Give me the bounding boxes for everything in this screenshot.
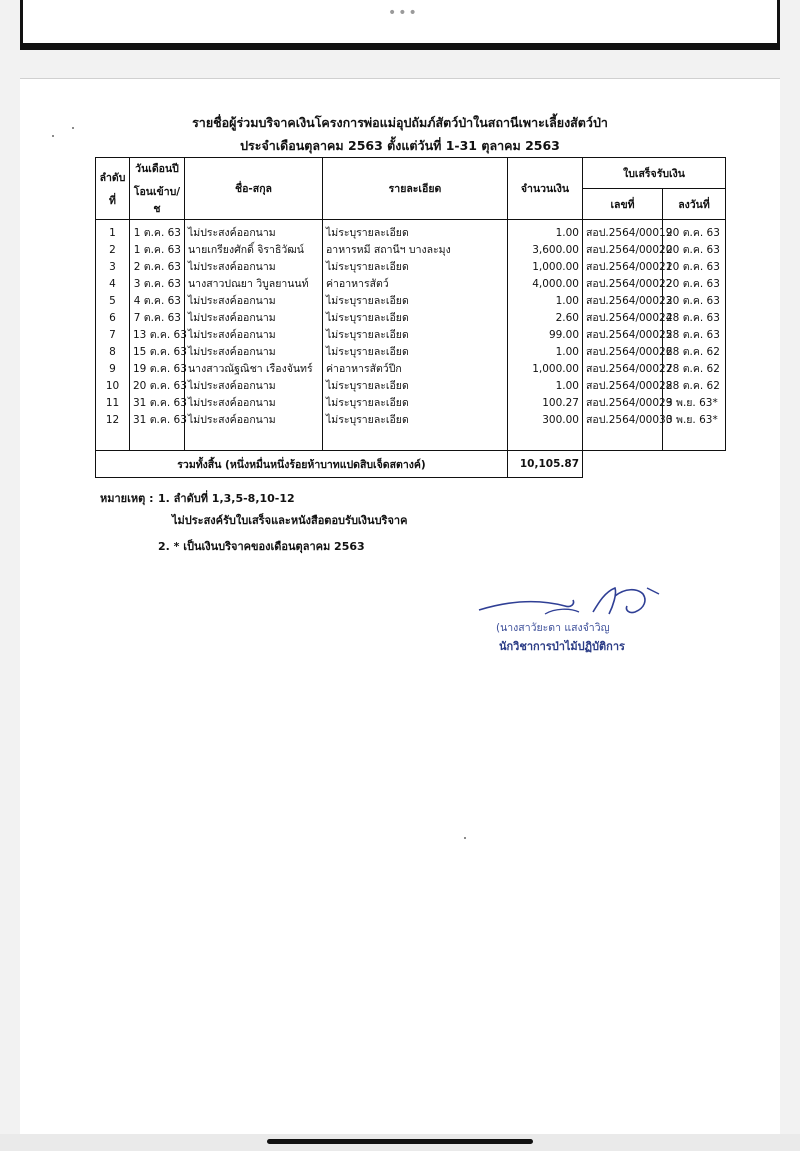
row-name: ไม่ประสงค์ออกนาม — [185, 292, 323, 309]
row-name: ไม่ประสงค์ออกนาม — [185, 411, 323, 428]
scan-speck — [464, 837, 466, 839]
header-receipt-date: ลงวันที่ — [663, 189, 726, 220]
table-row — [96, 411, 726, 428]
row-detail: อาหารหมี สถานีฯ บางละมุง — [323, 241, 508, 258]
row-no: 7 — [96, 326, 130, 343]
row-detail: ไม่ระบุรายละเอียด — [323, 258, 508, 275]
table-row — [96, 241, 726, 258]
row-name: นางสาวปณยา วิบูลยานนท์ — [185, 275, 323, 292]
row-amount: 99.00 — [508, 326, 583, 343]
row-receipt-date: 20 ต.ค. 63 — [663, 292, 726, 309]
header-receipt-no: เลขที่ — [583, 189, 663, 220]
row-no: 5 — [96, 292, 130, 309]
row-no: 8 — [96, 343, 130, 360]
row-detail: ไม่ระบุรายละเอียด — [323, 343, 508, 360]
row-date: 15 ต.ค. 63 — [130, 343, 185, 360]
row-receipt-no: สอป.2564/00025 — [583, 326, 663, 343]
header-receipt: ใบเสร็จรับเงิน — [583, 158, 726, 189]
row-date: 2 ต.ค. 63 — [130, 258, 185, 275]
spacer-cell — [323, 428, 508, 451]
more-options-icon[interactable]: ••• — [388, 5, 419, 21]
table-row — [96, 309, 726, 326]
row-name: ไม่ประสงค์ออกนาม — [185, 326, 323, 343]
header-name: ชื่อ-สกุล — [185, 158, 323, 220]
header-detail: รายละเอียด — [323, 158, 508, 220]
signatory-name: (นางสาวัยะดา แสงจำวิญ — [496, 622, 610, 634]
row-date: 31 ต.ค. 63 — [130, 394, 185, 411]
row-name: นายเกรียงศักดิ์ จิราธิวัฒน์ — [185, 241, 323, 258]
row-receipt-date: 28 ต.ค. 62 — [663, 377, 726, 394]
row-receipt-no: สอป.2564/00024 — [583, 309, 663, 326]
row-receipt-no: สอป.2564/00023 — [583, 292, 663, 309]
row-no: 10 — [96, 377, 130, 394]
table-row — [96, 292, 726, 309]
table-row — [96, 377, 726, 394]
row-amount: 4,000.00 — [508, 275, 583, 292]
header-no: ลำดับ ที่ — [96, 158, 130, 220]
row-detail: ค่าอาหารสัตว์ — [323, 275, 508, 292]
row-date: 19 ต.ค. 63 — [130, 360, 185, 377]
row-receipt-no: สอป.2564/00019 — [583, 220, 663, 242]
row-date: 1 ต.ค. 63 — [130, 241, 185, 258]
row-receipt-date: 3 พ.ย. 63* — [663, 394, 726, 411]
table-row — [96, 394, 726, 411]
row-name: ไม่ประสงค์ออกนาม — [185, 309, 323, 326]
total-amount: 10,105.87 — [508, 451, 583, 478]
row-no: 4 — [96, 275, 130, 292]
row-receipt-date: 20 ต.ค. 63 — [663, 275, 726, 292]
row-receipt-no: สอป.2564/00026 — [583, 343, 663, 360]
spacer-cell — [508, 428, 583, 451]
row-amount: 1,000.00 — [508, 258, 583, 275]
row-date: 4 ต.ค. 63 — [130, 292, 185, 309]
row-detail: ไม่ระบุรายละเอียด — [323, 377, 508, 394]
header-date: วันเดือนปี โอนเข้าบ/ช — [130, 158, 185, 220]
table-spacer-row — [96, 428, 726, 451]
total-label: รวมทั้งสิ้น (หนึ่งหมื่นหนึ่งร้อยห้าบาทแปดสิบเจ็ดสตางค์) — [96, 451, 508, 478]
note-item-1-detail: ไม่ประสงค์รับใบเสร็จและหนังสือตอบรับเงินบริจาค — [172, 514, 408, 527]
row-amount: 3,600.00 — [508, 241, 583, 258]
row-amount: 100.27 — [508, 394, 583, 411]
document-page — [20, 78, 780, 1151]
row-name: นางสาวณัฐณิชา เรืองจันทร์ — [185, 360, 323, 377]
row-receipt-no: สอป.2564/00020 — [583, 241, 663, 258]
row-amount: 1.00 — [508, 292, 583, 309]
row-date: 7 ต.ค. 63 — [130, 309, 185, 326]
row-no: 11 — [96, 394, 130, 411]
table-row — [96, 275, 726, 292]
note-item-1: 1. ลำดับที่ 1,3,5-8,10-12 — [158, 492, 295, 505]
row-detail: ค่าอาหารสัตว์ปีก — [323, 360, 508, 377]
row-name: ไม่ประสงค์ออกนาม — [185, 220, 323, 242]
row-receipt-date: 20 ต.ค. 63 — [663, 258, 726, 275]
row-amount: 300.00 — [508, 411, 583, 428]
row-receipt-date: 20 ต.ค. 63 — [663, 220, 726, 242]
note-item-2: 2. * เป็นเงินบริจาคของเดือนตุลาคม 2563 — [158, 540, 365, 553]
row-detail: ไม่ระบุรายละเอียด — [323, 220, 508, 242]
total-row — [96, 451, 726, 478]
handwritten-signature — [475, 584, 665, 624]
row-no: 2 — [96, 241, 130, 258]
row-receipt-no: สอป.2564/00030 — [583, 411, 663, 428]
row-name: ไม่ประสงค์ออกนาม — [185, 343, 323, 360]
row-name: ไม่ประสงค์ออกนาม — [185, 394, 323, 411]
row-date: 13 ต.ค. 63 — [130, 326, 185, 343]
row-receipt-no: สอป.2564/00028 — [583, 377, 663, 394]
total-blank — [583, 451, 726, 478]
row-date: 1 ต.ค. 63 — [130, 220, 185, 242]
signatory-position: นักวิชาการป่าไม้ปฏิบัติการ — [499, 640, 625, 653]
row-date: 3 ต.ค. 63 — [130, 275, 185, 292]
donation-table — [95, 157, 726, 478]
table-row — [96, 360, 726, 377]
row-amount: 1.00 — [508, 377, 583, 394]
row-detail: ไม่ระบุรายละเอียด — [323, 292, 508, 309]
spacer-cell — [185, 428, 323, 451]
viewer-top-area — [0, 0, 800, 60]
table-body — [96, 220, 726, 478]
scan-speck — [52, 135, 54, 137]
row-no: 6 — [96, 309, 130, 326]
row-detail: ไม่ระบุรายละเอียด — [323, 309, 508, 326]
table-row — [96, 326, 726, 343]
header-amount: จำนวนเงิน — [508, 158, 583, 220]
spacer-cell — [663, 428, 726, 451]
row-no: 1 — [96, 220, 130, 242]
row-receipt-no: สอป.2564/00027 — [583, 360, 663, 377]
row-receipt-date: 28 ต.ค. 62 — [663, 360, 726, 377]
row-receipt-no: สอป.2564/00021 — [583, 258, 663, 275]
row-date: 31 ต.ค. 63 — [130, 411, 185, 428]
row-receipt-date: 20 ต.ค. 63 — [663, 241, 726, 258]
row-receipt-date: 28 ต.ค. 62 — [663, 343, 726, 360]
row-amount: 1.00 — [508, 343, 583, 360]
row-no: 9 — [96, 360, 130, 377]
notes-label: หมายเหตุ : — [100, 492, 154, 505]
row-receipt-date: 3 พ.ย. 63* — [663, 411, 726, 428]
table-row — [96, 220, 726, 242]
row-receipt-no: สอป.2564/00022 — [583, 275, 663, 292]
home-indicator[interactable] — [267, 1139, 533, 1144]
spacer-cell — [130, 428, 185, 451]
row-amount: 1,000.00 — [508, 360, 583, 377]
row-receipt-date: 28 ต.ค. 63 — [663, 309, 726, 326]
row-amount: 2.60 — [508, 309, 583, 326]
row-no: 12 — [96, 411, 130, 428]
document-subtitle: ประจำเดือนตุลาคม 2563 ตั้งแต่วันที่ 1-31 ตุลาคม 2563 — [240, 138, 560, 153]
table-row — [96, 258, 726, 275]
scan-speck — [72, 127, 74, 129]
row-detail: ไม่ระบุรายละเอียด — [323, 326, 508, 343]
row-receipt-no: สอป.2564/00029 — [583, 394, 663, 411]
row-name: ไม่ประสงค์ออกนาม — [185, 258, 323, 275]
row-date: 20 ต.ค. 63 — [130, 377, 185, 394]
document-title: รายชื่อผู้ร่วมบริจาคเงินโครงการพ่อแม่อุปถัมภ์สัตว์ป่าในสถานีเพาะเลี้ยงสัตว์ป่า — [192, 115, 608, 130]
table-row — [96, 343, 726, 360]
row-name: ไม่ประสงค์ออกนาม — [185, 377, 323, 394]
row-detail: ไม่ระบุรายละเอียด — [323, 411, 508, 428]
row-no: 3 — [96, 258, 130, 275]
spacer-cell — [583, 428, 663, 451]
spacer-cell — [96, 428, 130, 451]
row-amount: 1.00 — [508, 220, 583, 242]
row-receipt-date: 28 ต.ค. 63 — [663, 326, 726, 343]
row-detail: ไม่ระบุรายละเอียด — [323, 394, 508, 411]
